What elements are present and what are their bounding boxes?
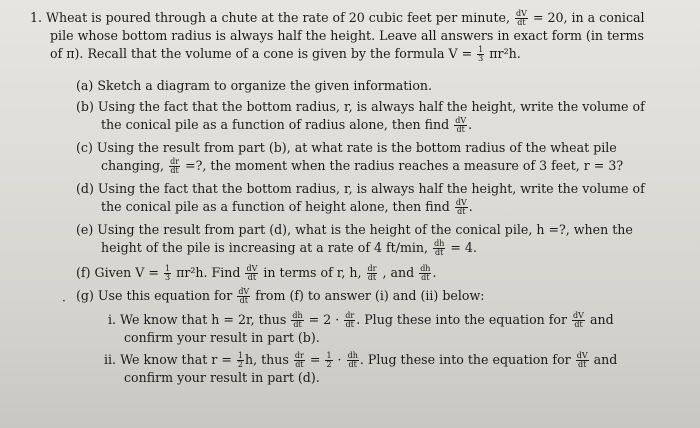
part-g: (g) Use this equation for $\frac{dV}{dt}$ from (f) to answer (i) and (ii) below: (76, 287, 485, 305)
fraction-one-half: $\frac{1}{2}$ (326, 351, 332, 369)
problem-number: 1. (30, 10, 43, 25)
fraction-dh-dt: $\frac{dh}{dt}$ (434, 239, 445, 257)
bullet-mark: · (62, 294, 66, 308)
fraction-dv-dt: $\frac{dV}{dt}$ (455, 198, 467, 216)
part-d-line-2: the conical pile as a function of height alone, then find $\frac{dV}{dt}$ . (101, 198, 473, 216)
part-b-line-2: the conical pile as a function of radius alone, then find $\frac{dV}{dt}$ . (101, 116, 473, 134)
part-g-ii-line-2: confirm your result in part (d). (124, 370, 320, 385)
part-g-ii-line-1: ii. We know that r = $\frac{1}{2}$ h, thus $\frac{dr}{dt}$ = $\frac{1}{2}$ · $\frac{dh}{dt}$ . Plug these into the equation for $\frac{dV}{dt}$ and (104, 351, 618, 369)
problem-intro-line-1: 1. Wheat is poured through a chute at the rate of 20 cubic feet per minute, $\frac{dV}{dt}$ = 20, in a conical (30, 9, 645, 27)
fraction-dv-dt: $\frac{dV}{dt}$ (238, 287, 250, 305)
part-g-i-line-2: confirm your result in part (b). (124, 330, 320, 345)
part-d-line-1: (d) Using the fact that the bottom radius, r, is always half the height, write the volume of (76, 181, 645, 196)
fraction-dr-dt: $\frac{dr}{dt}$ (345, 311, 355, 329)
fraction-dv-dt: $\frac{dV}{dt}$ (246, 264, 258, 282)
fraction-dh-dt: $\frac{dh}{dt}$ (292, 311, 303, 329)
part-e-line-1: (e) Using the result from part (d), what is the height of the conical pile, h =?, when the (76, 222, 633, 237)
fraction-dr-dt: $\frac{dr}{dt}$ (294, 351, 304, 369)
fraction-dv-dt: $\frac{dV}{dt}$ (573, 311, 584, 329)
fraction-dv-dt: $\frac{dV}{dt}$ (455, 116, 467, 134)
fraction-one-half: $\frac{1}{2}$ (237, 351, 243, 369)
fraction-dh-dt: $\frac{dh}{dt}$ (420, 264, 431, 282)
part-e-line-2: height of the pile is increasing at a rate of 4 ft/min, $\frac{dh}{dt}$ = 4. (101, 239, 477, 257)
part-c-line-1: (c) Using the result from part (b), at what rate is the bottom radius of the wheat pile (76, 140, 617, 155)
part-f: (f) Given V = $\frac{1}{3}$ πr²h. Find $\frac{dV}{dt}$ in terms of r, h, $\frac{dr}{dt}$ , and $\frac{dh}{dt}$ . (76, 264, 437, 282)
problem-intro-line-2: pile whose bottom radius is always half the height. Leave all answers in exact form (in terms (50, 28, 644, 43)
part-b-line-1: (b) Using the fact that the bottom radius, r, is always half the height, write the volume of (76, 99, 645, 114)
part-g-i-line-1: i. We know that h = 2r, thus $\frac{dh}{dt}$ = 2 · $\frac{dr}{dt}$ . Plug these into the equation for $\frac{dV}{dt}$ and (108, 311, 614, 329)
fraction-dv-dt: $\frac{dV}{dt}$ (516, 9, 527, 27)
fraction-dh-dt: $\frac{dh}{dt}$ (347, 351, 358, 369)
fraction-dv-dt: $\frac{dV}{dt}$ (576, 351, 588, 369)
fraction-one-third: $\frac{1}{3}$ (164, 264, 171, 282)
part-a: (a) Sketch a diagram to organize the given information. (76, 78, 433, 93)
fraction-dr-dt: $\frac{dr}{dt}$ (170, 157, 180, 175)
fraction-dr-dt: $\frac{dr}{dt}$ (367, 264, 377, 282)
fraction-one-third: $\frac{1}{3}$ (478, 45, 484, 63)
problem-intro-line-3: of π). Recall that the volume of a cone is given by the formula V = $\frac{1}{3}$ πr²h. (50, 45, 521, 63)
part-c-line-2: changing, $\frac{dr}{dt}$ =?, the moment when the radius reaches a measure of 3 feet, r = 3? (101, 157, 624, 175)
